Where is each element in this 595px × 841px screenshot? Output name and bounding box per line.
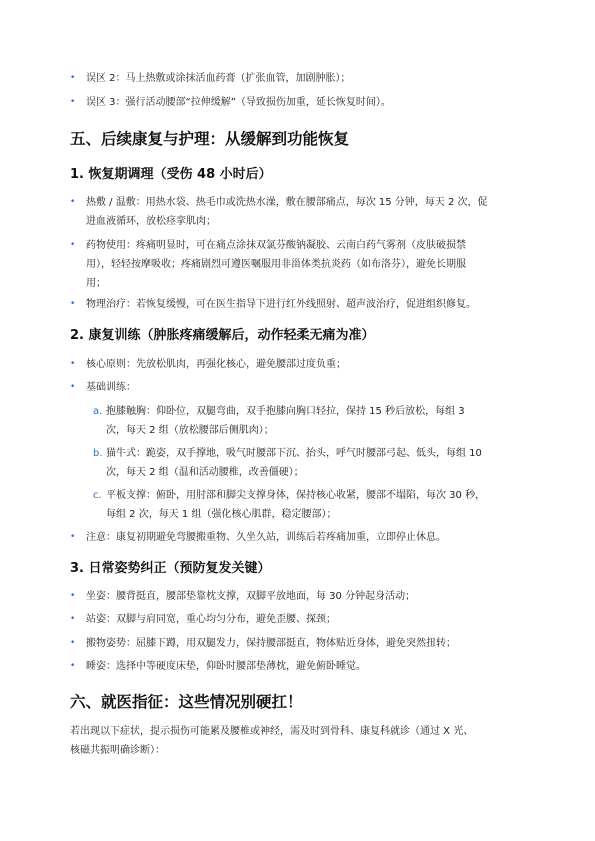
- list-marker: b.: [93, 448, 103, 459]
- section-heading: 五、后续康复与护理：从缓解到功能恢复: [70, 130, 350, 148]
- bullet-icon: •: [70, 240, 76, 250]
- sublist-item-line: 次，每天 2 组（放松腰部后侧肌肉）；: [106, 425, 274, 436]
- paragraph-line: 核磁共振明确诊断）：: [70, 745, 165, 756]
- list-item-line: 进血液循环，放松痉挛肌肉；: [86, 216, 216, 227]
- list-item: 误区 2：马上热敷或涂抹活血药膏（扩张血管，加剧肿胀）；: [86, 73, 351, 84]
- list-item-line: 物理治疗：若恢复缓慢，可在医生指导下进行红外线照射、超声波治疗，促进组织修复。: [86, 299, 476, 310]
- bullet-icon: •: [70, 638, 76, 648]
- bullet-icon: •: [70, 614, 76, 624]
- subsection-heading: 3. 日常姿势纠正（预防复发关键）: [70, 561, 271, 576]
- list-item-line: 热敷 / 温敷：用热水袋、热毛巾或洗热水澡，敷在腰部痛点，每次 15 分钟，每天 2 次，促: [86, 197, 488, 208]
- bullet-icon: •: [70, 359, 76, 369]
- list-marker: c.: [93, 490, 102, 501]
- list-item: 基础训练：: [86, 382, 136, 393]
- list-marker: a.: [93, 406, 103, 417]
- sublist-item-line: 次，每天 2 组（温和活动腰椎，改善僵硬）；: [106, 467, 304, 478]
- list-item: 搬物姿势：屈膝下蹲，用双腿发力，保持腰部挺直，物体贴近身体，避免突然扭转；: [86, 638, 456, 649]
- bullet-icon: •: [70, 591, 76, 601]
- bullet-icon: •: [70, 299, 76, 309]
- bullet-icon: •: [70, 73, 76, 83]
- list-item: 睡姿：选择中等硬度床垫，仰卧时腰部垫薄枕，避免俯卧睡觉。: [86, 661, 366, 672]
- sublist-item-line: 猫牛式：跪姿，双手撑地，吸气时腰部下沉、抬头，呼气时腰部弓起、低头，每组 10: [106, 448, 482, 459]
- bullet-icon: •: [70, 532, 76, 542]
- bullet-icon: •: [70, 661, 76, 671]
- list-item: 误区 3：强行活动腰部“拉伸缓解”（导致损伤加重，延长恢复时间）。: [86, 97, 391, 108]
- sublist-item-line: 平板支撑：俯卧，用肘部和脚尖支撑身体，保持核心收紧，腰部不塌陷，每次 30 秒，: [106, 490, 486, 501]
- bullet-icon: •: [70, 97, 76, 107]
- section-heading: 六、就医指征：这些情况别硬扛！: [70, 693, 303, 711]
- list-item-line: 药物使用：疼痛明显时，可在痛点涂抹双氯芬酸钠凝胶、云南白药气雾剂（皮肤破损禁: [86, 240, 466, 251]
- sublist-item-line: 每组 2 次，每天 1 组（强化核心肌群，稳定腰部）；: [106, 509, 337, 520]
- list-item: 核心原则：先放松肌肉，再强化核心，避免腰部过度负重；: [86, 359, 346, 370]
- list-item: 注意：康复初期避免弯腰搬重物、久坐久站，训练后若疼痛加重，立即停止休息。: [86, 532, 446, 543]
- bullet-icon: •: [70, 382, 76, 392]
- paragraph-line: 若出现以下症状，提示损伤可能累及腰椎或神经，需及时到骨科、康复科就诊（通过 X 光、: [70, 726, 474, 737]
- subsection-heading: 2. 康复训练（肿胀疼痛缓解后，动作轻柔无痛为准）: [70, 328, 375, 343]
- list-item-line: 用），轻轻按摩吸收；疼痛剧烈可遵医嘱服用非甾体类抗炎药（如布洛芬），避免长期服: [86, 259, 466, 270]
- subsection-heading: 1. 恢复期调理（受伤 48 小时后）: [70, 167, 272, 182]
- list-item-line: 用；: [86, 278, 106, 289]
- sublist-item-line: 抱膝触胸：仰卧位，双腿弯曲，双手抱膝向胸口轻拉，保持 15 秒后放松，每组 3: [106, 406, 465, 417]
- list-item: 坐姿：腰背挺直，腰部垫靠枕支撑，双脚平放地面，每 30 分钟起身活动；: [86, 591, 416, 602]
- list-item: 站姿：双脚与肩同宽，重心均匀分布，避免歪腰、探颈；: [86, 614, 336, 625]
- bullet-icon: •: [70, 197, 76, 207]
